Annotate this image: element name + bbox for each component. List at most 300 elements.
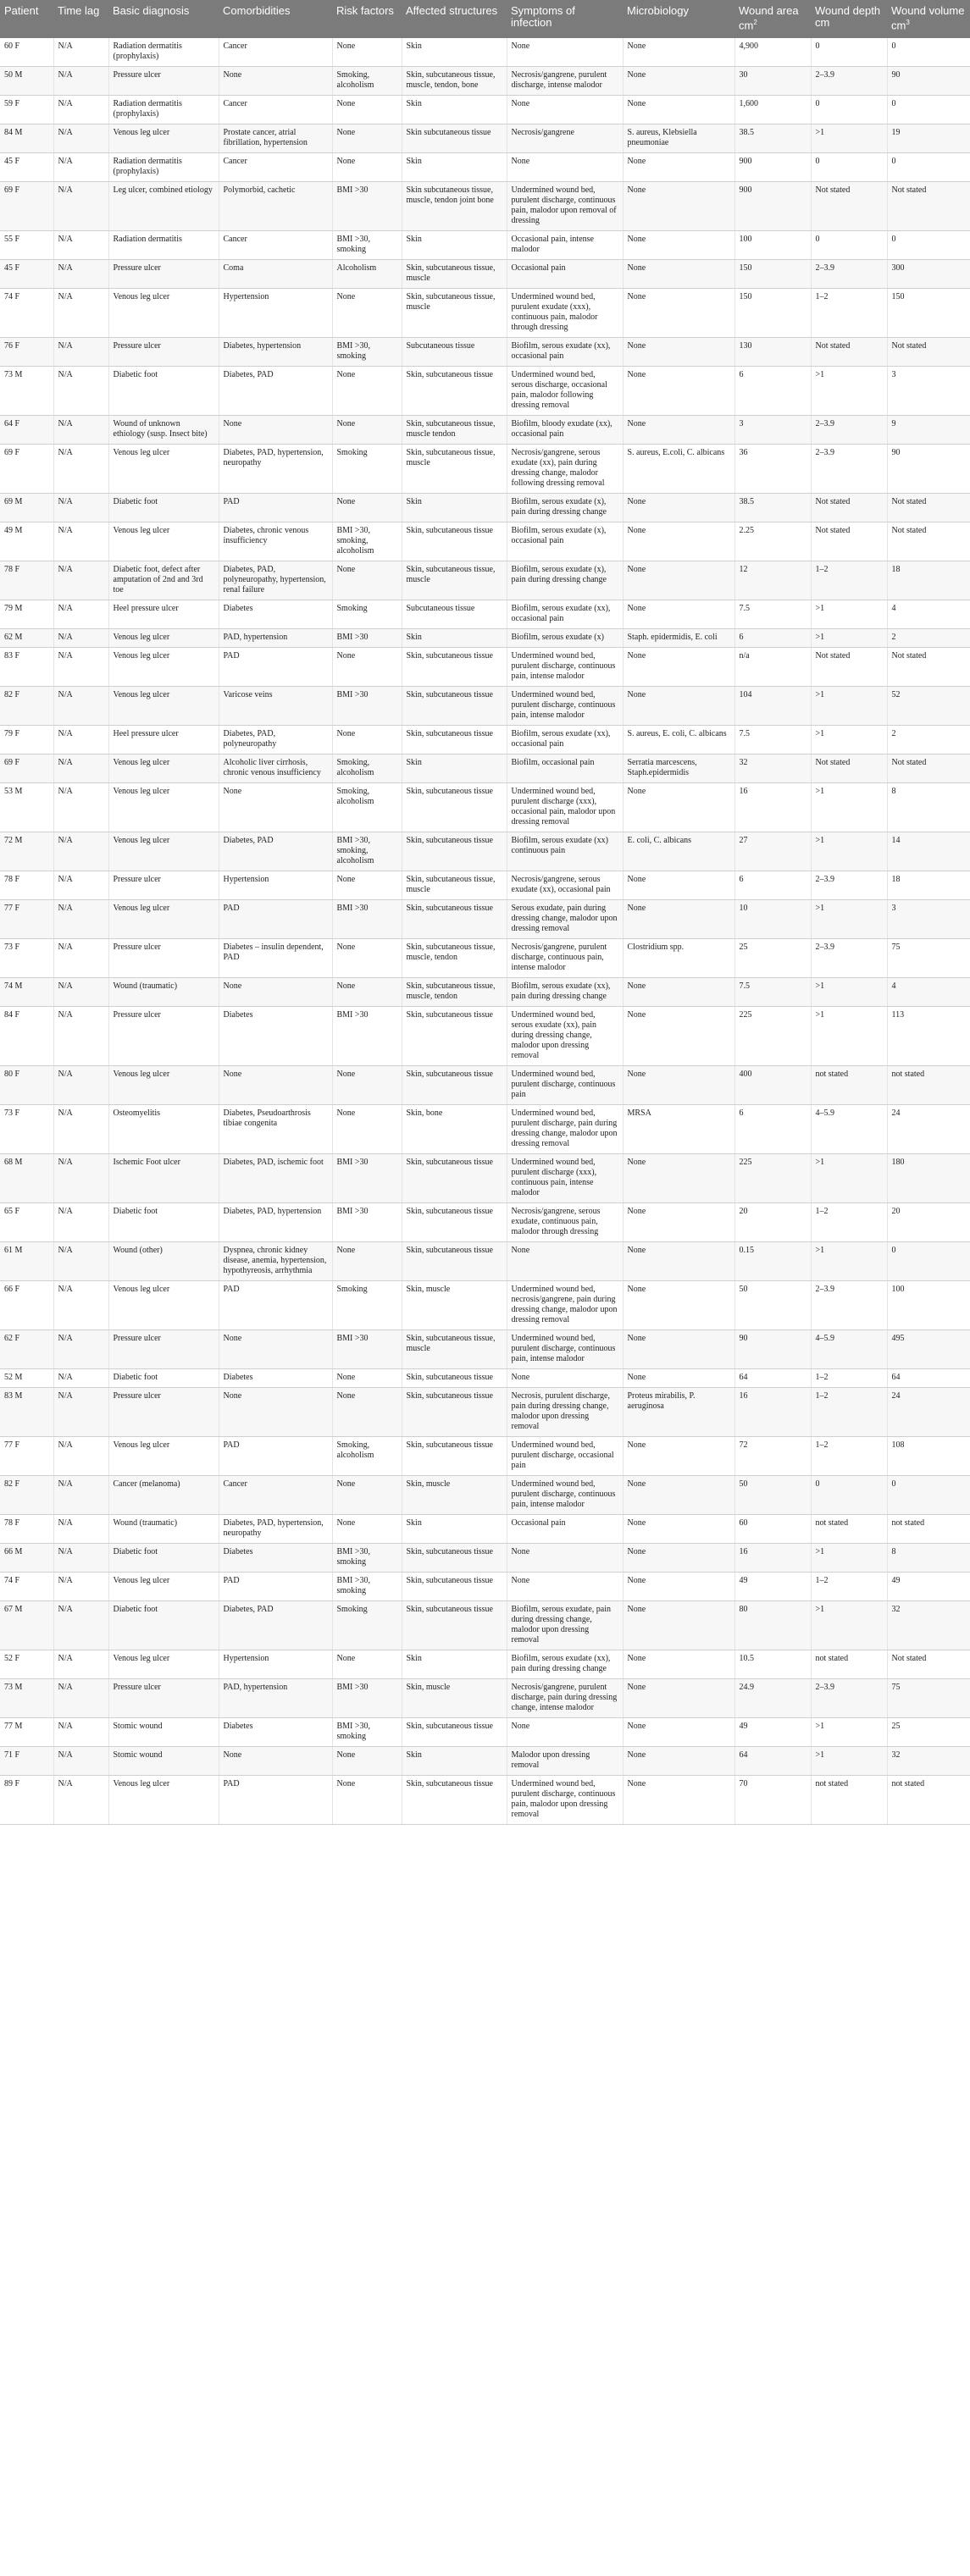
cell-symptoms-of-infection: Biofilm, serous exudate (x), pain during dressing change: [507, 561, 623, 600]
cell-wound-area: 7.5: [734, 600, 811, 629]
cell-wound-volume: not stated: [887, 1776, 970, 1825]
cell-wound-volume: not stated: [887, 1066, 970, 1105]
cell-wound-depth: not stated: [811, 1515, 887, 1544]
cell-microbiology: None: [623, 1154, 734, 1203]
cell-wound-depth: >1: [811, 600, 887, 629]
cell-risk-factors: BMI >30, smoking, alcoholism: [332, 522, 402, 561]
cell-time-lag: N/A: [53, 182, 108, 231]
cell-microbiology: S. aureus, E. coli, C. albicans: [623, 726, 734, 755]
cell-symptoms-of-infection: Biofilm, serous exudate (xx), occasional pain: [507, 338, 623, 367]
cell-wound-area: 16: [734, 1544, 811, 1573]
cell-microbiology: None: [623, 96, 734, 124]
column-header-basic-diagnosis: [108, 0, 219, 38]
cell-affected-structures: Skin, subcutaneous tissue: [402, 726, 507, 755]
cell-microbiology: MRSA: [623, 1105, 734, 1154]
cell-risk-factors: None: [332, 1105, 402, 1154]
cell-wound-area: 10: [734, 900, 811, 939]
cell-risk-factors: None: [332, 1747, 402, 1776]
cell-time-lag: N/A: [53, 1242, 108, 1281]
cell-basic-diagnosis: Heel pressure ulcer: [108, 600, 219, 629]
cell-wound-depth: 0: [811, 38, 887, 67]
cell-basic-diagnosis: Diabetic foot: [108, 1544, 219, 1573]
column-header-risk-factors: [332, 0, 402, 38]
cell-basic-diagnosis: Pressure ulcer: [108, 939, 219, 978]
cell-wound-volume: 150: [887, 289, 970, 338]
cell-microbiology: None: [623, 182, 734, 231]
cell-wound-volume: Not stated: [887, 494, 970, 522]
column-header-affected-structures: [402, 0, 507, 38]
cell-wound-depth: 2–3.9: [811, 445, 887, 494]
cell-risk-factors: Smoking: [332, 1601, 402, 1650]
cell-comorbidities: Alcoholic liver cirrhosis, chronic venous insufficiency: [219, 755, 332, 783]
cell-symptoms-of-infection: Biofilm, bloody exudate (xx), occasional pain: [507, 416, 623, 445]
cell-wound-area: 64: [734, 1747, 811, 1776]
cell-time-lag: N/A: [53, 1515, 108, 1544]
cell-risk-factors: BMI >30: [332, 1007, 402, 1066]
cell-comorbidities: Diabetes – insulin dependent, PAD: [219, 939, 332, 978]
cell-affected-structures: Skin, muscle: [402, 1679, 507, 1718]
cell-wound-volume: 32: [887, 1747, 970, 1776]
cell-wound-area: n/a: [734, 648, 811, 687]
cell-basic-diagnosis: Venous leg ulcer: [108, 289, 219, 338]
cell-wound-area: 38.5: [734, 494, 811, 522]
cell-wound-area: 24.9: [734, 1679, 811, 1718]
cell-affected-structures: Skin, subcutaneous tissue: [402, 1388, 507, 1437]
column-header-unit-exponent: 3: [906, 19, 910, 26]
cell-risk-factors: None: [332, 1515, 402, 1544]
cell-basic-diagnosis: Pressure ulcer: [108, 338, 219, 367]
cell-risk-factors: BMI >30: [332, 1679, 402, 1718]
cell-basic-diagnosis: Wound (traumatic): [108, 978, 219, 1007]
cell-risk-factors: None: [332, 1066, 402, 1105]
cell-microbiology: None: [623, 1718, 734, 1747]
cell-affected-structures: Skin, subcutaneous tissue: [402, 687, 507, 726]
cell-affected-structures: Skin, subcutaneous tissue: [402, 1369, 507, 1388]
cell-patient: 60 F: [0, 38, 53, 67]
cell-affected-structures: Skin, subcutaneous tissue: [402, 1242, 507, 1281]
cell-affected-structures: Skin, subcutaneous tissue: [402, 1007, 507, 1066]
cell-patient: 68 M: [0, 1154, 53, 1203]
cell-wound-depth: Not stated: [811, 338, 887, 367]
cell-affected-structures: Skin: [402, 231, 507, 260]
table-row: [0, 231, 970, 260]
cell-wound-volume: 3: [887, 900, 970, 939]
cell-risk-factors: None: [332, 1476, 402, 1515]
cell-risk-factors: None: [332, 1388, 402, 1437]
cell-wound-depth: >1: [811, 367, 887, 416]
table-row: [0, 1154, 970, 1203]
cell-symptoms-of-infection: Undermined wound bed, purulent discharge, continuous pain, intense malodor: [507, 1330, 623, 1369]
cell-wound-area: 25: [734, 939, 811, 978]
cell-comorbidities: PAD, hypertension: [219, 1679, 332, 1718]
cell-symptoms-of-infection: Undermined wound bed, purulent discharge, continuous pain, intense malodor: [507, 687, 623, 726]
cell-basic-diagnosis: Venous leg ulcer: [108, 445, 219, 494]
cell-comorbidities: Diabetes, PAD: [219, 832, 332, 871]
cell-basic-diagnosis: Radiation dermatitis (prophylaxis): [108, 96, 219, 124]
cell-wound-area: 6: [734, 871, 811, 900]
cell-symptoms-of-infection: Necrosis/gangrene, purulent discharge, intense malodor: [507, 67, 623, 96]
cell-affected-structures: Skin subcutaneous tissue: [402, 124, 507, 153]
cell-risk-factors: BMI >30: [332, 687, 402, 726]
cell-affected-structures: Skin, subcutaneous tissue: [402, 1154, 507, 1203]
cell-basic-diagnosis: Pressure ulcer: [108, 1007, 219, 1066]
cell-microbiology: None: [623, 522, 734, 561]
cell-comorbidities: Diabetes, PAD, polyneuropathy, hypertension, renal failure: [219, 561, 332, 600]
table-row: [0, 1330, 970, 1369]
cell-wound-depth: >1: [811, 687, 887, 726]
cell-wound-volume: 4: [887, 600, 970, 629]
cell-risk-factors: Smoking, alcoholism: [332, 1437, 402, 1476]
cell-wound-depth: >1: [811, 832, 887, 871]
cell-affected-structures: Skin: [402, 755, 507, 783]
cell-wound-area: 225: [734, 1154, 811, 1203]
cell-symptoms-of-infection: Biofilm, serous exudate (x), occasional pain: [507, 522, 623, 561]
cell-microbiology: None: [623, 871, 734, 900]
cell-wound-depth: >1: [811, 1601, 887, 1650]
cell-wound-area: 0.15: [734, 1242, 811, 1281]
cell-risk-factors: None: [332, 1242, 402, 1281]
cell-affected-structures: Skin, subcutaneous tissue: [402, 832, 507, 871]
column-header-wound-depth: [811, 0, 887, 38]
cell-basic-diagnosis: Venous leg ulcer: [108, 1066, 219, 1105]
cell-risk-factors: None: [332, 96, 402, 124]
cell-microbiology: None: [623, 1679, 734, 1718]
cell-wound-depth: Not stated: [811, 755, 887, 783]
cell-wound-depth: 4–5.9: [811, 1330, 887, 1369]
cell-patient: 84 M: [0, 124, 53, 153]
cell-patient: 62 M: [0, 629, 53, 648]
cell-microbiology: None: [623, 38, 734, 67]
cell-microbiology: None: [623, 1242, 734, 1281]
cell-comorbidities: Diabetes: [219, 1718, 332, 1747]
cell-comorbidities: PAD, hypertension: [219, 629, 332, 648]
cell-patient: 59 F: [0, 96, 53, 124]
cell-symptoms-of-infection: None: [507, 1718, 623, 1747]
cell-patient: 49 M: [0, 522, 53, 561]
cell-time-lag: N/A: [53, 1573, 108, 1601]
cell-wound-area: 150: [734, 289, 811, 338]
cell-microbiology: E. coli, C. albicans: [623, 832, 734, 871]
cell-comorbidities: PAD: [219, 1437, 332, 1476]
cell-microbiology: None: [623, 260, 734, 289]
cell-wound-area: 130: [734, 338, 811, 367]
cell-wound-depth: 0: [811, 153, 887, 182]
cell-wound-depth: >1: [811, 783, 887, 832]
cell-patient: 82 F: [0, 1476, 53, 1515]
cell-microbiology: None: [623, 1203, 734, 1242]
table-row: [0, 1747, 970, 1776]
cell-comorbidities: None: [219, 1066, 332, 1105]
column-header-comorbidities: [219, 0, 332, 38]
table-row: [0, 1369, 970, 1388]
column-header-symptoms-of-infection: [507, 0, 623, 38]
cell-comorbidities: Diabetes, PAD, hypertension, neuropathy: [219, 445, 332, 494]
cell-time-lag: N/A: [53, 1369, 108, 1388]
cell-symptoms-of-infection: Biofilm, serous exudate (x), pain during dressing change: [507, 494, 623, 522]
cell-time-lag: N/A: [53, 338, 108, 367]
cell-risk-factors: BMI >30, smoking: [332, 1544, 402, 1573]
cell-affected-structures: Skin, subcutaneous tissue: [402, 900, 507, 939]
cell-time-lag: N/A: [53, 871, 108, 900]
cell-basic-diagnosis: Pressure ulcer: [108, 67, 219, 96]
cell-affected-structures: Skin: [402, 96, 507, 124]
cell-patient: 64 F: [0, 416, 53, 445]
cell-wound-area: 16: [734, 783, 811, 832]
cell-affected-structures: Skin, subcutaneous tissue, muscle, tendon: [402, 939, 507, 978]
cell-wound-area: 49: [734, 1573, 811, 1601]
cell-time-lag: N/A: [53, 1718, 108, 1747]
cell-wound-area: 90: [734, 1330, 811, 1369]
column-header-unit-exponent: 2: [753, 19, 757, 26]
cell-wound-depth: >1: [811, 629, 887, 648]
cell-comorbidities: Hypertension: [219, 871, 332, 900]
cell-wound-volume: Not stated: [887, 522, 970, 561]
cell-basic-diagnosis: Pressure ulcer: [108, 871, 219, 900]
table-row: [0, 687, 970, 726]
cell-comorbidities: None: [219, 978, 332, 1007]
cell-microbiology: None: [623, 1476, 734, 1515]
cell-wound-depth: >1: [811, 726, 887, 755]
cell-basic-diagnosis: Wound (other): [108, 1242, 219, 1281]
cell-symptoms-of-infection: Necrosis/gangrene, serous exudate, continuous pain, malodor through dressing: [507, 1203, 623, 1242]
column-header-label: Basic diagnosis: [113, 4, 190, 17]
cell-patient: 71 F: [0, 1747, 53, 1776]
cell-risk-factors: BMI >30: [332, 1154, 402, 1203]
cell-wound-volume: 0: [887, 96, 970, 124]
cell-affected-structures: Skin, subcutaneous tissue: [402, 1437, 507, 1476]
cell-microbiology: None: [623, 1066, 734, 1105]
table-row: [0, 939, 970, 978]
cell-wound-area: 225: [734, 1007, 811, 1066]
cell-affected-structures: Skin, subcutaneous tissue: [402, 1544, 507, 1573]
cell-patient: 67 M: [0, 1601, 53, 1650]
cell-microbiology: None: [623, 67, 734, 96]
cell-wound-volume: 9: [887, 416, 970, 445]
cell-time-lag: N/A: [53, 687, 108, 726]
cell-microbiology: None: [623, 687, 734, 726]
cell-wound-depth: not stated: [811, 1066, 887, 1105]
cell-symptoms-of-infection: None: [507, 38, 623, 67]
table-row: [0, 1203, 970, 1242]
cell-symptoms-of-infection: Undermined wound bed, purulent discharge, occasional pain: [507, 1437, 623, 1476]
cell-wound-volume: 25: [887, 1718, 970, 1747]
cell-patient: 82 F: [0, 687, 53, 726]
cell-wound-area: 6: [734, 629, 811, 648]
cell-wound-depth: 2–3.9: [811, 871, 887, 900]
cell-wound-depth: >1: [811, 1007, 887, 1066]
cell-symptoms-of-infection: Necrosis/gangrene, purulent discharge, continuous pain, intense malodor: [507, 939, 623, 978]
cell-patient: 76 F: [0, 338, 53, 367]
cell-symptoms-of-infection: None: [507, 1242, 623, 1281]
cell-wound-area: 80: [734, 1601, 811, 1650]
cell-comorbidities: Cancer: [219, 1476, 332, 1515]
cell-comorbidities: Prostate cancer, atrial fibrillation, hypertension: [219, 124, 332, 153]
table-row: [0, 1242, 970, 1281]
table-row: [0, 1776, 970, 1825]
cell-wound-area: 400: [734, 1066, 811, 1105]
cell-risk-factors: Smoking, alcoholism: [332, 755, 402, 783]
cell-risk-factors: None: [332, 978, 402, 1007]
cell-microbiology: None: [623, 289, 734, 338]
cell-time-lag: N/A: [53, 1105, 108, 1154]
table-row: [0, 1437, 970, 1476]
cell-microbiology: None: [623, 494, 734, 522]
cell-patient: 55 F: [0, 231, 53, 260]
cell-affected-structures: Skin, subcutaneous tissue, muscle: [402, 289, 507, 338]
cell-patient: 79 M: [0, 600, 53, 629]
cell-basic-diagnosis: Venous leg ulcer: [108, 1776, 219, 1825]
table-row: [0, 153, 970, 182]
cell-basic-diagnosis: Diabetic foot, defect after amputation of 2nd and 3rd toe: [108, 561, 219, 600]
cell-basic-diagnosis: Stomic wound: [108, 1747, 219, 1776]
cell-time-lag: N/A: [53, 1388, 108, 1437]
cell-wound-area: 100: [734, 231, 811, 260]
cell-basic-diagnosis: Diabetic foot: [108, 1369, 219, 1388]
cell-time-lag: N/A: [53, 1544, 108, 1573]
cell-wound-depth: >1: [811, 978, 887, 1007]
cell-comorbidities: Polymorbid, cachetic: [219, 182, 332, 231]
column-header-wound-volume: [887, 0, 970, 38]
cell-affected-structures: Skin, subcutaneous tissue: [402, 1066, 507, 1105]
cell-patient: 74 F: [0, 289, 53, 338]
cell-risk-factors: None: [332, 1776, 402, 1825]
cell-basic-diagnosis: Venous leg ulcer: [108, 522, 219, 561]
cell-wound-volume: not stated: [887, 1515, 970, 1544]
cell-symptoms-of-infection: Necrosis/gangrene: [507, 124, 623, 153]
cell-risk-factors: BMI >30: [332, 182, 402, 231]
cell-wound-volume: 113: [887, 1007, 970, 1066]
cell-wound-area: 70: [734, 1776, 811, 1825]
cell-risk-factors: BMI >30: [332, 629, 402, 648]
cell-microbiology: None: [623, 1437, 734, 1476]
cell-affected-structures: Skin, subcutaneous tissue, muscle tendon: [402, 416, 507, 445]
cell-basic-diagnosis: Leg ulcer, combined etiology: [108, 182, 219, 231]
cell-affected-structures: Subcutaneous tissue: [402, 600, 507, 629]
cell-risk-factors: None: [332, 871, 402, 900]
cell-risk-factors: Smoking: [332, 600, 402, 629]
cell-symptoms-of-infection: Undermined wound bed, serous discharge, occasional pain, malodor following dressing removal: [507, 367, 623, 416]
cell-patient: 45 F: [0, 153, 53, 182]
cell-wound-area: 4,900: [734, 38, 811, 67]
cell-risk-factors: None: [332, 124, 402, 153]
cell-microbiology: Staph. epidermidis, E. coli: [623, 629, 734, 648]
cell-comorbidities: Coma: [219, 260, 332, 289]
cell-time-lag: N/A: [53, 755, 108, 783]
cell-symptoms-of-infection: Undermined wound bed, serous exudate (xx), pain during dressing change, malodor upon dressing removal: [507, 1007, 623, 1066]
cell-comorbidities: PAD: [219, 1776, 332, 1825]
cell-patient: 89 F: [0, 1776, 53, 1825]
cell-symptoms-of-infection: Malodor upon dressing removal: [507, 1747, 623, 1776]
cell-wound-volume: 18: [887, 561, 970, 600]
cell-symptoms-of-infection: Biofilm, serous exudate (x): [507, 629, 623, 648]
table-row: [0, 629, 970, 648]
cell-wound-volume: 3: [887, 367, 970, 416]
cell-symptoms-of-infection: None: [507, 1573, 623, 1601]
cell-basic-diagnosis: Cancer (melanoma): [108, 1476, 219, 1515]
cell-affected-structures: Skin, subcutaneous tissue, muscle: [402, 445, 507, 494]
cell-comorbidities: PAD: [219, 900, 332, 939]
cell-symptoms-of-infection: Biofilm, serous exudate (xx), pain during dressing change: [507, 1650, 623, 1679]
cell-microbiology: None: [623, 416, 734, 445]
cell-patient: 78 F: [0, 871, 53, 900]
cell-symptoms-of-infection: Serous exudate, pain during dressing change, malodor upon dressing removal: [507, 900, 623, 939]
cell-wound-volume: 75: [887, 1679, 970, 1718]
cell-wound-depth: 2–3.9: [811, 939, 887, 978]
cell-affected-structures: Skin, muscle: [402, 1281, 507, 1330]
cell-wound-volume: 100: [887, 1281, 970, 1330]
cell-wound-area: 49: [734, 1718, 811, 1747]
cell-wound-depth: 1–2: [811, 1573, 887, 1601]
cell-patient: 77 F: [0, 900, 53, 939]
table-row: [0, 1573, 970, 1601]
cell-wound-depth: 1–2: [811, 1388, 887, 1437]
cell-time-lag: N/A: [53, 1203, 108, 1242]
cell-wound-volume: 24: [887, 1105, 970, 1154]
cell-patient: 73 F: [0, 1105, 53, 1154]
cell-symptoms-of-infection: Occasional pain, intense malodor: [507, 231, 623, 260]
column-header-label: Wound area cm: [739, 4, 799, 32]
cell-comorbidities: Diabetes, chronic venous insufficiency: [219, 522, 332, 561]
cell-patient: 83 F: [0, 648, 53, 687]
cell-time-lag: N/A: [53, 561, 108, 600]
column-header-label: Comorbidities: [223, 4, 291, 17]
table-row: [0, 38, 970, 67]
cell-basic-diagnosis: Ischemic Foot ulcer: [108, 1154, 219, 1203]
cell-wound-volume: 20: [887, 1203, 970, 1242]
cell-basic-diagnosis: Diabetic foot: [108, 1203, 219, 1242]
cell-comorbidities: Diabetes, PAD, ischemic foot: [219, 1154, 332, 1203]
column-header-label: Wound volume cm: [891, 4, 965, 32]
cell-time-lag: N/A: [53, 67, 108, 96]
table-row: [0, 648, 970, 687]
cell-wound-depth: 1–2: [811, 1369, 887, 1388]
cell-symptoms-of-infection: Biofilm, serous exudate, pain during dressing change, malodor upon dressing removal: [507, 1601, 623, 1650]
table-row: [0, 978, 970, 1007]
cell-affected-structures: Subcutaneous tissue: [402, 338, 507, 367]
cell-affected-structures: Skin, subcutaneous tissue, muscle, tendon: [402, 978, 507, 1007]
cell-time-lag: N/A: [53, 1650, 108, 1679]
table-row: [0, 1066, 970, 1105]
cell-wound-area: 30: [734, 67, 811, 96]
table-row: [0, 900, 970, 939]
cell-comorbidities: Diabetes, PAD, hypertension: [219, 1203, 332, 1242]
cell-comorbidities: None: [219, 416, 332, 445]
cell-time-lag: N/A: [53, 289, 108, 338]
table-row: [0, 561, 970, 600]
cell-patient: 78 F: [0, 561, 53, 600]
cell-microbiology: None: [623, 900, 734, 939]
table-row: [0, 260, 970, 289]
cell-time-lag: N/A: [53, 1154, 108, 1203]
cell-risk-factors: None: [332, 1369, 402, 1388]
cell-microbiology: None: [623, 783, 734, 832]
cell-time-lag: N/A: [53, 1066, 108, 1105]
cell-microbiology: None: [623, 600, 734, 629]
cell-wound-volume: 90: [887, 67, 970, 96]
cell-patient: 74 F: [0, 1573, 53, 1601]
cell-microbiology: None: [623, 648, 734, 687]
cell-comorbidities: Diabetes, PAD, hypertension, neuropathy: [219, 1515, 332, 1544]
cell-wound-volume: 0: [887, 231, 970, 260]
cell-symptoms-of-infection: Occasional pain: [507, 1515, 623, 1544]
cell-wound-volume: 19: [887, 124, 970, 153]
cell-basic-diagnosis: Radiation dermatitis (prophylaxis): [108, 153, 219, 182]
cell-comorbidities: Diabetes: [219, 600, 332, 629]
cell-affected-structures: Skin subcutaneous tissue, muscle, tendon joint bone: [402, 182, 507, 231]
cell-symptoms-of-infection: Biofilm, serous exudate (xx), occasional pain: [507, 600, 623, 629]
cell-basic-diagnosis: Diabetic foot: [108, 494, 219, 522]
cell-patient: 45 F: [0, 260, 53, 289]
